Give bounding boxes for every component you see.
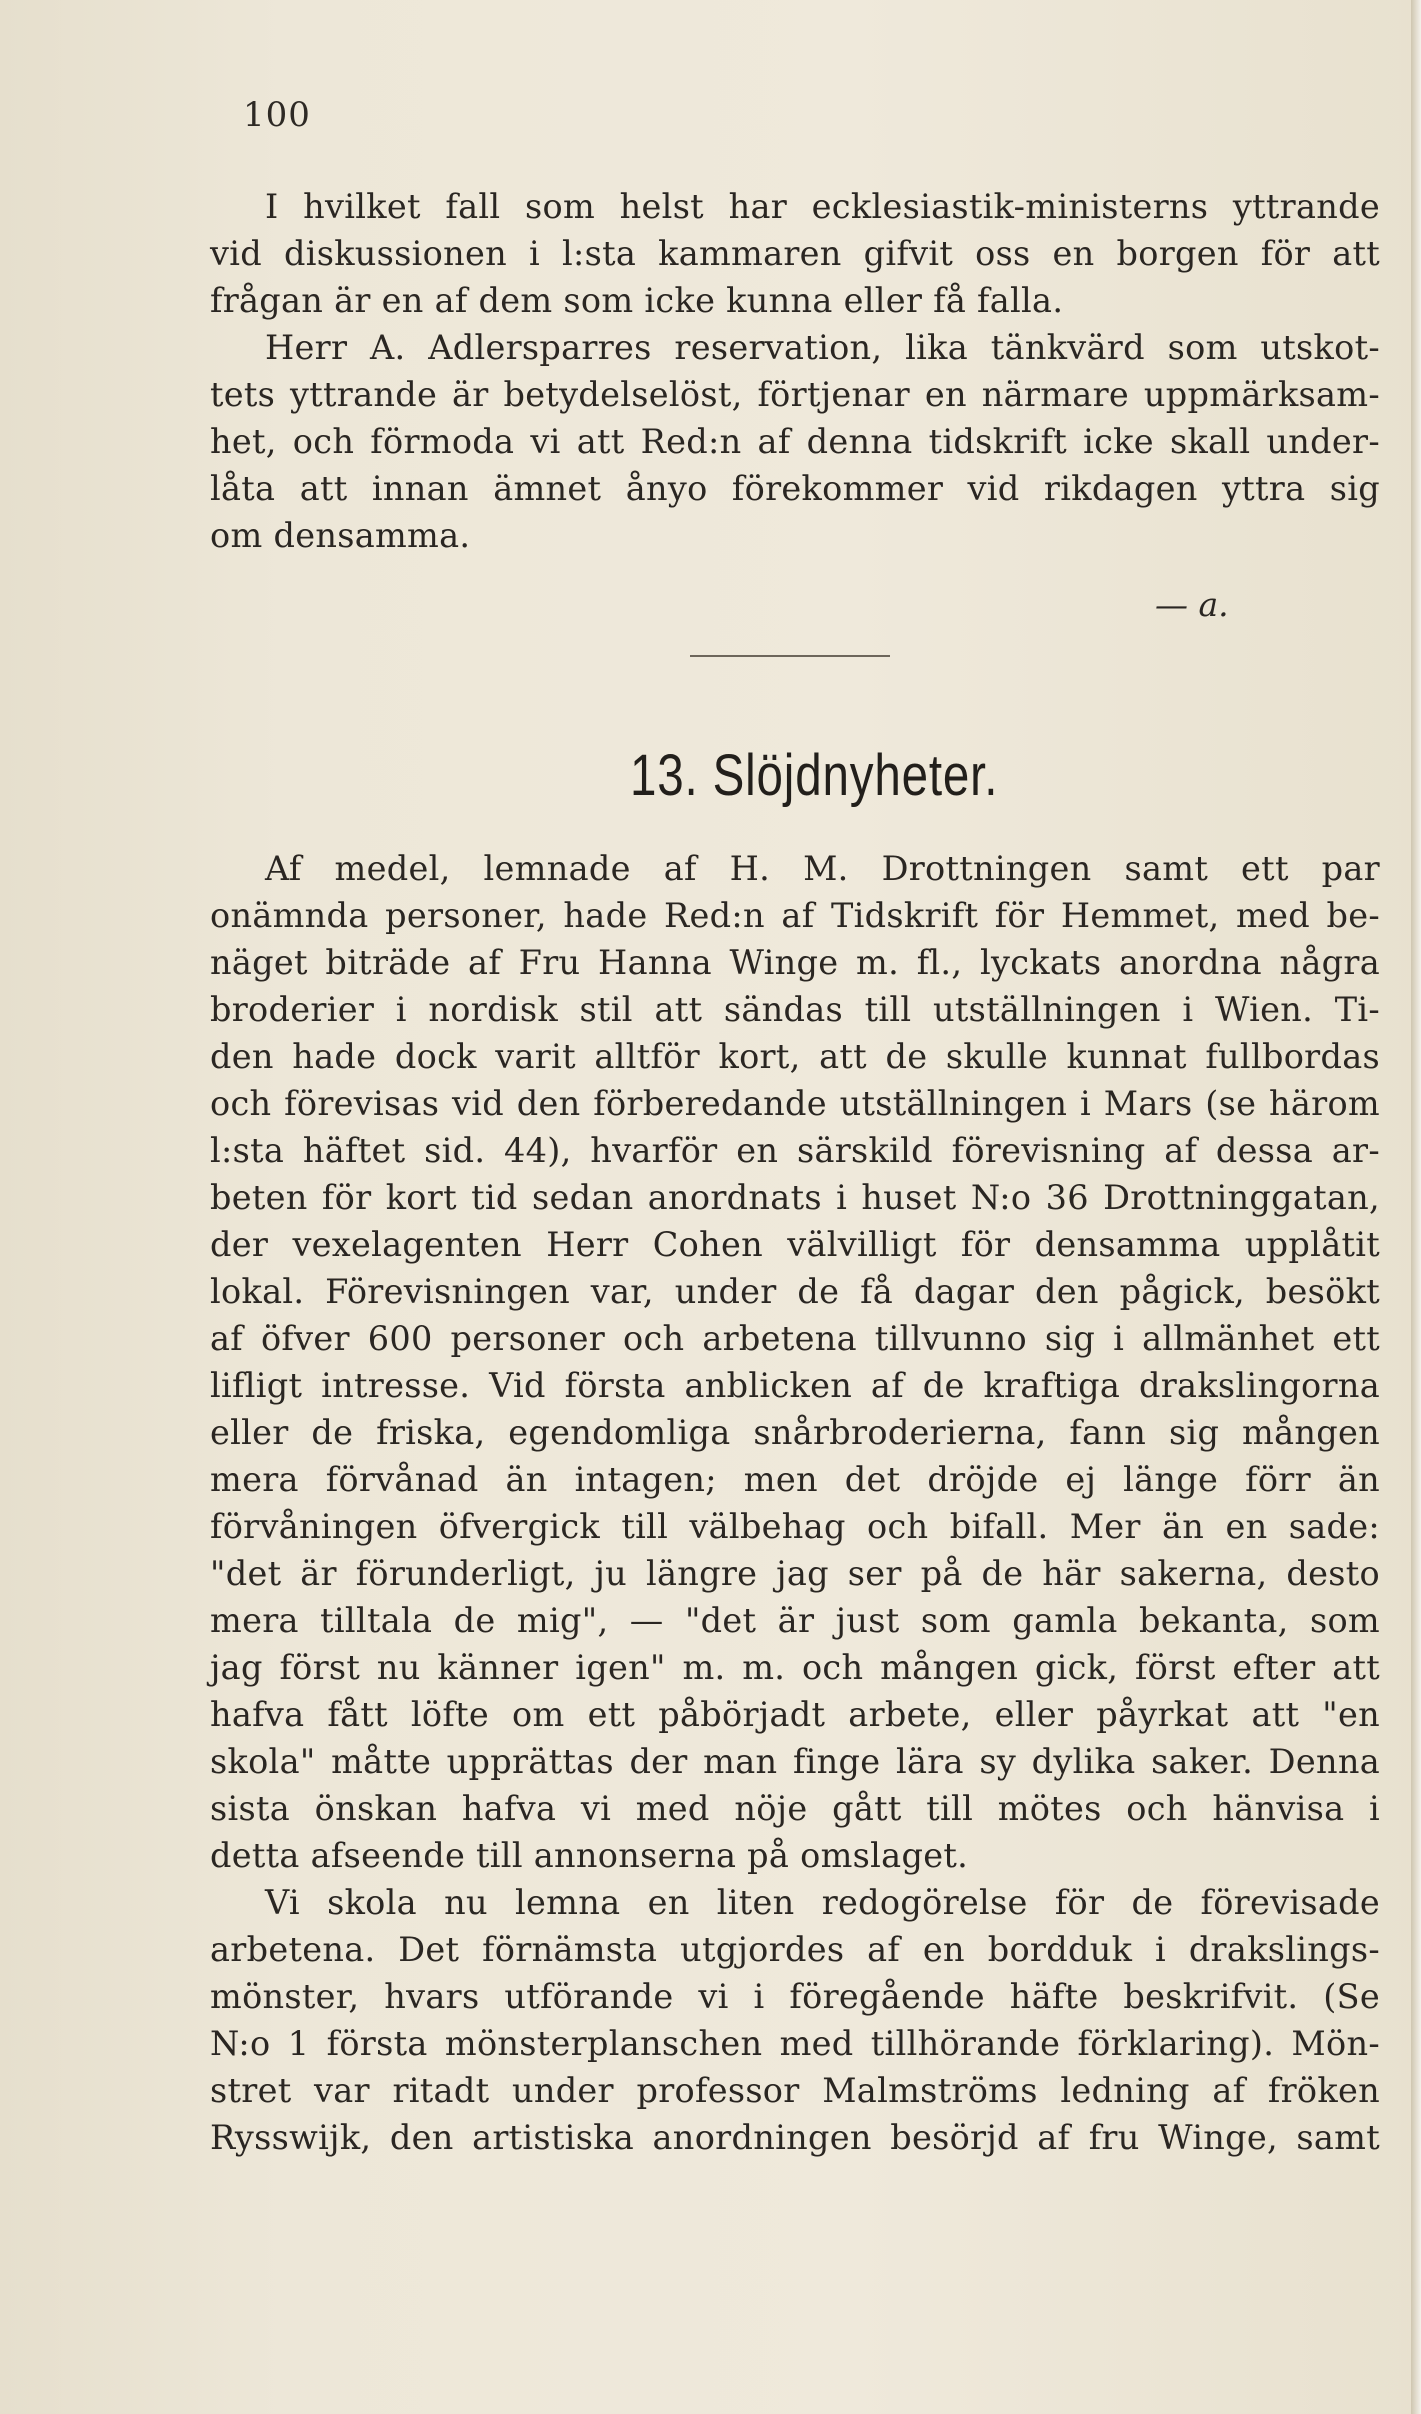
paragraph-line: l:sta häftet sid. 44), hvarför en särskild förevisning af dessa ar- bbox=[210, 1131, 1380, 1170]
paragraph-line: lifligt intresse. Vid första anblicken af de kraftiga drakslingorna bbox=[210, 1366, 1380, 1405]
paragraph-line: af öfver 600 personer och arbetena tillvunno sig i allmänhet ett bbox=[210, 1319, 1380, 1358]
paragraph-line: och förevisas vid den förberedande utställningen i Mars (se härom bbox=[210, 1084, 1380, 1123]
paragraph-line: Vi skola nu lemna en liten redogörelse för de förevisade bbox=[265, 1883, 1380, 1922]
paragraph-line: om densamma. bbox=[210, 516, 471, 555]
paragraph-line: jag först nu känner igen" m. m. och mången gick, först efter att bbox=[210, 1648, 1380, 1687]
paragraph-line: mera förvånad än intagen; men det dröjde ej länge förr än bbox=[210, 1460, 1380, 1499]
section-text bbox=[210, 845, 1380, 2161]
paragraph-line: het, och förmoda vi att Red:n af denna tidskrift icke skall under- bbox=[210, 422, 1380, 461]
paragraph-line: den hade dock varit alltför kort, att de skulle kunnat fullbordas bbox=[210, 1037, 1380, 1076]
paragraph-line: förvåningen öfvergick till välbehag och bifall. Mer än en sade: bbox=[210, 1507, 1380, 1546]
paragraph-line: lokal. Förevisningen var, under de få dagar den pågick, besökt bbox=[210, 1272, 1380, 1311]
section-divider bbox=[690, 655, 890, 657]
paragraph-line: I hvilket fall som helst har ecklesiastik-ministerns yttrande bbox=[265, 187, 1380, 226]
paragraph-line: eller de friska, egendomliga snårbroderierna, fann sig mången bbox=[210, 1413, 1380, 1452]
paragraph-line: "det är förunderligt, ju längre jag ser på de här sakerna, desto bbox=[210, 1554, 1380, 1593]
paragraph-line: beten för kort tid sedan anordnats i huset N:o 36 Drottninggatan, bbox=[210, 1178, 1380, 1217]
paragraph-line: detta afseende till annonserna på omslaget. bbox=[210, 1836, 969, 1875]
paragraph-line: stret var ritadt under professor Malmströms ledning af fröken bbox=[210, 2071, 1380, 2110]
author-signature: — a. bbox=[1155, 585, 1229, 624]
paragraph-line: Herr A. Adlersparres reservation, lika tänkvärd som utskot- bbox=[265, 328, 1380, 367]
paragraph-line: frågan är en af dem som icke kunna eller få falla. bbox=[210, 281, 1064, 320]
paragraph-line: mera tilltala de mig", — "det är just som gamla bekanta, som bbox=[210, 1601, 1380, 1640]
paragraph-line: der vexelagenten Herr Cohen välvilligt för densamma upplåtit bbox=[210, 1225, 1380, 1264]
page-number: 100 bbox=[243, 95, 311, 135]
paragraph-line: arbetena. Det förnämsta utgjordes af en bordduk i drakslings- bbox=[210, 1930, 1380, 1969]
paragraph-line: Af medel, lemnade af H. M. Drottningen samt ett par bbox=[265, 849, 1380, 888]
page-edge bbox=[1411, 0, 1421, 2414]
upper-text bbox=[210, 183, 1380, 559]
paragraph-line: vid diskussionen i l:sta kammaren gifvit oss en borgen för att bbox=[210, 234, 1380, 273]
paragraph-line: Rysswijk, den artistiska anordningen besörjd af fru Winge, samt bbox=[210, 2118, 1380, 2157]
paragraph-line: tets yttrande är betydelselöst, förtjenar en närmare uppmärksam- bbox=[210, 375, 1380, 414]
paragraph-line: broderier i nordisk stil att sändas till utställningen i Wien. Ti- bbox=[210, 990, 1380, 1029]
section-heading: 13. Slöjdnyheter. bbox=[630, 743, 999, 808]
paragraph-line: hafva fått löfte om ett påbörjadt arbete, eller påyrkat att "en bbox=[210, 1695, 1380, 1734]
paragraph-line: låta att innan ämnet ånyo förekommer vid rikdagen yttra sig bbox=[210, 469, 1380, 508]
paragraph-line: onämnda personer, hade Red:n af Tidskrift för Hemmet, med be- bbox=[210, 896, 1380, 935]
paragraph-line: sista önskan hafva vi med nöje gått till mötes och hänvisa i bbox=[210, 1789, 1380, 1828]
paragraph-line: mönster, hvars utförande vi i föregående häfte beskrifvit. (Se bbox=[210, 1977, 1380, 2016]
paragraph-line: N:o 1 första mönsterplanschen med tillhörande förklaring). Mön- bbox=[210, 2024, 1380, 2063]
paragraph-line: skola" måtte upprättas der man finge lära sy dylika saker. Denna bbox=[210, 1742, 1380, 1781]
paragraph-line: näget biträde af Fru Hanna Winge m. fl., lyckats anordna några bbox=[210, 943, 1380, 982]
